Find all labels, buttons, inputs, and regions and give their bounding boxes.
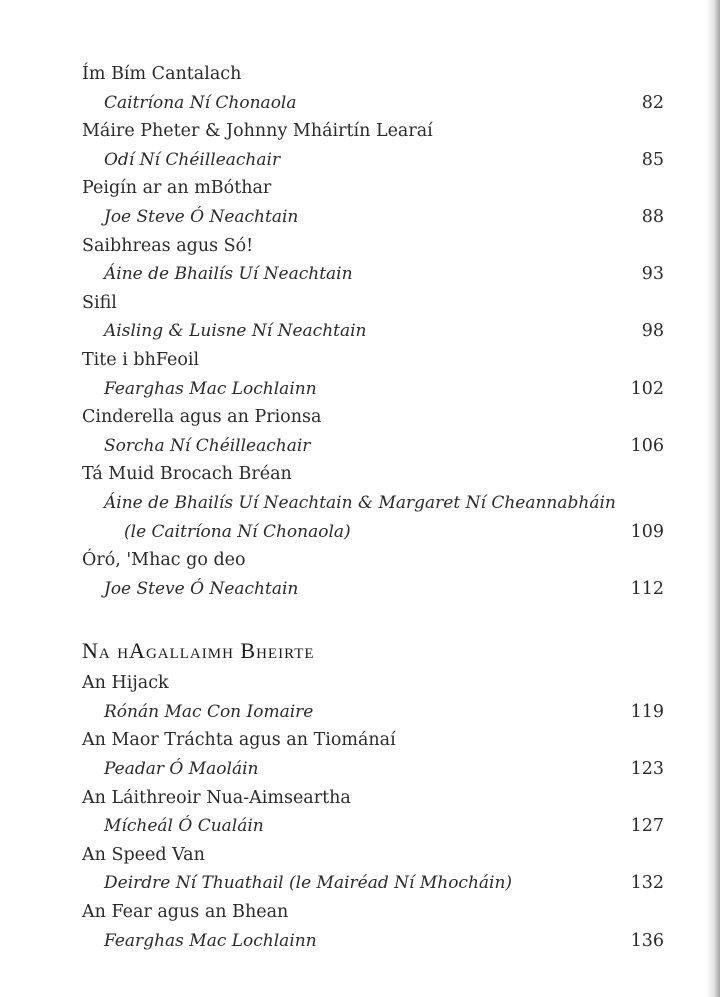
entry-author: Mícheál Ó Cualáin	[104, 816, 264, 837]
toc-entry	[82, 841, 664, 898]
entry-author-line	[82, 927, 664, 956]
entry-author-line	[82, 375, 664, 404]
entry-author: Odí Ní Chéilleachair	[104, 149, 281, 170]
entry-title: Óró, 'Mhac go deo	[82, 550, 246, 571]
entry-author: Deirdre Ní Thuathail (le Mairéad Ní Mhocháin)	[104, 873, 513, 894]
toc-entry	[82, 232, 664, 289]
entry-author-line	[82, 698, 664, 727]
entry-title: An Fear agus an Bhean	[82, 902, 289, 923]
entry-page-number: 109	[630, 521, 664, 542]
table-of-contents	[82, 60, 664, 955]
toc-entry	[82, 546, 664, 603]
entry-author: Caitríona Ní Chonaola	[104, 92, 297, 113]
entry-author-line	[82, 203, 664, 232]
entry-author-line	[82, 869, 664, 898]
entry-title: Cinderella agus an Prionsa	[82, 407, 322, 428]
entry-author-line	[82, 812, 664, 841]
toc-entry	[82, 726, 664, 783]
toc-entry	[82, 174, 664, 231]
toc-entry	[82, 669, 664, 726]
entry-title: Tite i bhFeoil	[82, 349, 200, 370]
entry-author-line	[82, 146, 664, 175]
entry-page-number: 119	[630, 701, 664, 722]
entry-author-credit: (le Caitríona Ní Chonaola)	[124, 521, 351, 542]
entry-author: Aisling & Luisne Ní Neachtain	[104, 321, 367, 342]
entry-page-number: 112	[630, 578, 664, 599]
entry-page-number: 93	[641, 264, 664, 285]
toc-entry	[82, 403, 664, 460]
toc-entry	[82, 346, 664, 403]
entry-title: Peigín ar an mBóthar	[82, 178, 272, 199]
entry-author-line	[82, 575, 664, 604]
toc-entry	[82, 460, 664, 546]
entry-author: Áine de Bhailís Uí Neachtain	[104, 264, 353, 285]
entry-author: Rónán Mac Con Iomaire	[104, 701, 314, 722]
entry-title: An Speed Van	[82, 844, 205, 865]
entry-page-number: 85	[641, 149, 664, 170]
page-binding-shadow	[706, 0, 720, 997]
entry-author-line	[82, 260, 664, 289]
toc-entry	[82, 898, 664, 955]
entry-author: Áine de Bhailís Uí Neachtain & Margaret Ní Cheannabháin	[104, 492, 616, 513]
entry-author-line	[82, 432, 664, 461]
entry-author: Peadar Ó Maoláin	[104, 759, 259, 780]
entry-title: An Láithreoir Nua-Aimseartha	[82, 787, 351, 808]
toc-entry	[82, 784, 664, 841]
entry-page-number: 82	[641, 92, 664, 113]
entry-title: Tá Muid Brocach Bréan	[82, 464, 292, 485]
entry-page-number: 132	[630, 873, 664, 894]
entry-page-number: 136	[630, 930, 664, 951]
entry-title: An Maor Tráchta agus an Tiománaí	[82, 730, 396, 751]
toc-entry	[82, 117, 664, 174]
entry-page-number: 123	[630, 759, 664, 780]
entry-author-line	[82, 89, 664, 118]
entry-author-line	[82, 755, 664, 784]
toc-entry	[82, 60, 664, 117]
section-heading: Na hAgallaimh Bheirte	[82, 638, 315, 664]
entry-author: Joe Steve Ó Neachtain	[104, 206, 299, 227]
entry-title: Saibhreas agus Só!	[82, 235, 254, 256]
entry-author: Fearghas Mac Lochlainn	[104, 378, 317, 399]
entry-page-number: 88	[641, 206, 664, 227]
entry-page-number: 127	[630, 816, 664, 837]
entry-page-number: 106	[630, 435, 664, 456]
entry-page-number: 98	[641, 321, 664, 342]
entry-title: Sifil	[82, 292, 117, 313]
entry-author-line	[82, 489, 664, 518]
entry-author-line	[82, 518, 664, 547]
entry-author: Joe Steve Ó Neachtain	[104, 578, 299, 599]
toc-section-2	[82, 637, 664, 955]
entry-title: An Hijack	[82, 673, 169, 694]
toc-entry	[82, 289, 664, 346]
entry-page-number: 102	[630, 378, 664, 399]
entry-author: Sorcha Ní Chéilleachair	[104, 435, 311, 456]
toc-section-1	[82, 60, 664, 603]
entry-author: Fearghas Mac Lochlainn	[104, 930, 317, 951]
entry-author-line	[82, 317, 664, 346]
entry-title: Máire Pheter & Johnny Mháirtín Learaí	[82, 121, 433, 142]
entry-title: Ím Bím Cantalach	[82, 64, 242, 84]
